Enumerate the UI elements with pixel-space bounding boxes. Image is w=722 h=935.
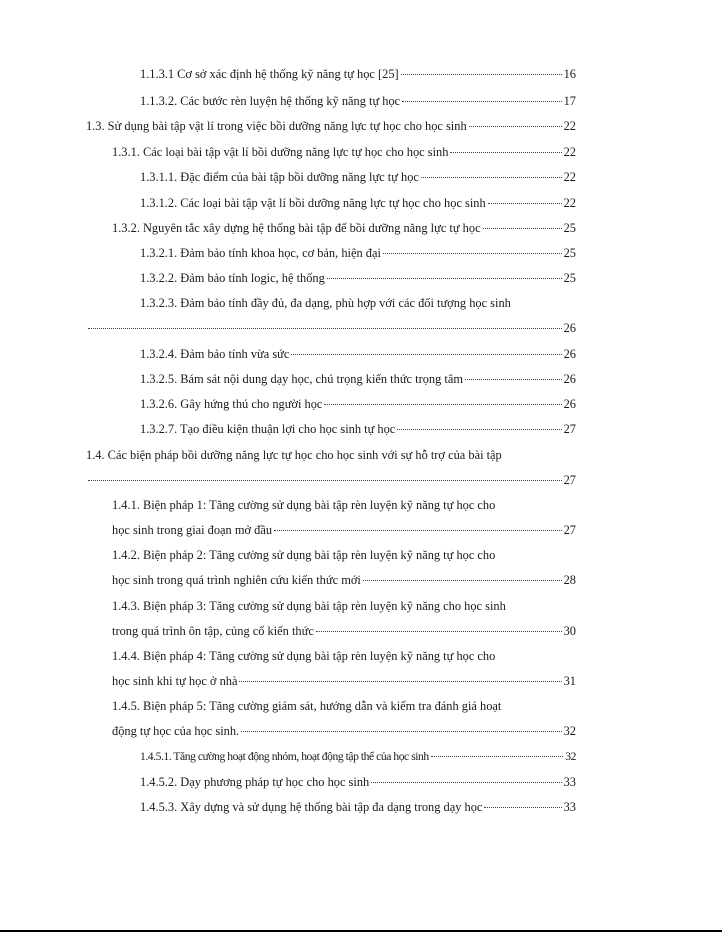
- toc-page-number: 25: [563, 221, 576, 235]
- toc-entry-1-4-5-2: [140, 774, 576, 790]
- toc-entry-text: động tự học của học sinh.: [112, 724, 240, 738]
- toc-entry-1-3-2-7: [140, 421, 576, 437]
- toc-page-number: 31: [563, 674, 576, 688]
- toc-entry-text: 1.3. Sử dụng bài tập vật lí trong việc bồi dưỡng năng lực tự học cho học sinh: [86, 119, 467, 133]
- page-bottom-border: [0, 930, 722, 932]
- dot-leader: [483, 228, 562, 229]
- toc-page-number: 25: [563, 271, 576, 285]
- toc-entry-text: 1.3.2.5. Bám sát nội dung dạy học, chú trọng kiến thức trọng tâm: [140, 372, 463, 386]
- toc-entry-text: học sinh trong giai đoạn mở đầu: [112, 523, 273, 537]
- toc-page-number: 27: [563, 473, 576, 487]
- toc-page-number: 22: [563, 196, 576, 210]
- toc-entry-text: 1.3.1.2. Các loại bài tập vật lí bồi dưỡng năng lực tự học cho học sinh: [140, 196, 486, 210]
- dot-leader: [363, 580, 562, 581]
- toc-entry-1-4-2-text: 1.4.2. Biện pháp 2: Tăng cường sử dụng bài tập rèn luyện kỹ năng tự học cho: [112, 548, 496, 562]
- toc-entry-1-4-3-leader: [112, 623, 576, 639]
- toc-page-number: 27: [563, 523, 576, 537]
- dot-leader: [371, 782, 561, 783]
- toc-entry-text: 1.3.1. Các loại bài tập vật lí bồi dưỡng năng lực tự học cho học sinh: [112, 145, 449, 159]
- toc-entry-1-4-leader: [86, 472, 576, 488]
- toc-entry-1-3-2: [112, 220, 576, 236]
- toc-page-number: 22: [563, 119, 576, 133]
- toc-page-number: 26: [563, 372, 576, 386]
- dot-leader: [274, 530, 562, 531]
- toc-entry-1-4-4-leader: [112, 673, 576, 689]
- toc-page-number: 17: [563, 94, 576, 108]
- toc-page-number: 22: [563, 170, 576, 184]
- toc-page-number: 28: [563, 573, 576, 587]
- toc-entry-1-4-5-3: [140, 799, 576, 815]
- toc-entry-1-4-text: 1.4. Các biện pháp bồi dưỡng năng lực tự học cho học sinh với sự hỗ trợ của bài tập: [86, 448, 502, 462]
- toc-page-number: 32: [565, 750, 576, 763]
- toc-entry-1-3-2-3-leader: [86, 320, 576, 336]
- toc-page-number: 22: [563, 145, 576, 159]
- toc-page-number: 25: [563, 246, 576, 260]
- toc-entry-text: 1.3.2.7. Tạo điều kiện thuận lợi cho học sinh tự học: [140, 422, 396, 436]
- toc-entry-text: 1.1.3.2. Các bước rèn luyện hệ thống kỹ năng tự học: [140, 94, 401, 108]
- toc-page-number: 26: [563, 397, 576, 411]
- toc-entry-text: trong quá trình ôn tập, củng cố kiến thức: [112, 624, 314, 638]
- toc-entry-1-4-4-text: 1.4.4. Biện pháp 4: Tăng cường sử dụng bài tập rèn luyện kỹ năng tự học cho: [112, 649, 496, 663]
- toc-entry-1-4-1-text: 1.4.1. Biện pháp 1: Tăng cường sử dụng bài tập rèn luyện kỹ năng tự học cho: [112, 498, 496, 512]
- toc-entry-1-3-1-1: [140, 169, 576, 185]
- toc-page-number: 32: [563, 724, 576, 738]
- dot-leader: [465, 379, 562, 380]
- toc-entry-1-1-3-2: [140, 93, 576, 109]
- dot-leader: [241, 731, 561, 732]
- toc-page-number: 33: [563, 800, 576, 814]
- toc-page-number: 26: [563, 321, 576, 335]
- toc-entry-1-4-2-leader: [112, 572, 576, 588]
- toc-page-number: 33: [563, 775, 576, 789]
- dot-leader: [324, 404, 561, 405]
- dot-leader: [88, 328, 562, 329]
- dot-leader: [88, 480, 562, 481]
- dot-leader: [450, 152, 561, 153]
- toc-entry-1-3-2-3-text: 1.3.2.3. Đảm bảo tính đầy đủ, đa dạng, phù hợp với các đối tượng học sinh: [140, 296, 511, 310]
- dot-leader: [291, 354, 561, 355]
- toc-page-number: 30: [563, 624, 576, 638]
- dot-leader: [488, 203, 562, 204]
- toc-entry-text: 1.3.2.6. Gây hứng thú cho người học: [140, 397, 323, 411]
- dot-leader: [316, 631, 562, 632]
- toc-entry-1-4-5-leader: [112, 723, 576, 739]
- toc-entry-text: 1.3.2.2. Đảm bảo tính logic, hệ thống: [140, 271, 325, 285]
- toc-page-number: 26: [563, 347, 576, 361]
- toc-entry-1-3-1-2: [140, 195, 576, 211]
- toc-entry-1-3-1: [112, 144, 576, 160]
- toc-entry-text: học sinh trong quá trình nghiên cứu kiến thức mới: [112, 573, 361, 587]
- dot-leader: [327, 278, 562, 279]
- dot-leader: [469, 126, 562, 127]
- toc-entry-1-3-2-5: [140, 371, 576, 387]
- dot-leader: [383, 253, 562, 254]
- dot-leader: [402, 101, 561, 102]
- toc-entry-text: 1.4.5.1. Tăng cường hoạt động nhóm, hoạt động tập thể của học sinh: [140, 750, 429, 763]
- toc-entry-text: 1.3.1.1. Đặc điểm của bài tập bồi dưỡng năng lực tự học: [140, 170, 419, 184]
- toc-entry-1-4-5-text: 1.4.5. Biện pháp 5: Tăng cường giám sát, hướng dẫn và kiểm tra đánh giá hoạt: [112, 699, 502, 713]
- toc-entry-text: 1.4.5.2. Dạy phương pháp tự học cho học sinh: [140, 775, 370, 789]
- toc-entry-1-3-2-2: [140, 270, 576, 286]
- dot-leader: [397, 429, 561, 430]
- toc-entry-1-4-1-leader: [112, 522, 576, 538]
- toc-entry-text: 1.3.2. Nguyên tắc xây dựng hệ thống bài tập để bồi dưỡng năng lực tự học: [112, 221, 481, 235]
- toc-entry-1-3-2-4: [140, 346, 576, 362]
- toc-entry-1-4-3-text: 1.4.3. Biện pháp 3: Tăng cường sử dụng bài tập rèn luyện kỹ năng cho học sinh: [112, 599, 506, 613]
- toc-entry-1-4-5-1: [140, 749, 576, 765]
- toc-entry-1-1-3-1: [140, 66, 576, 82]
- dot-leader: [431, 756, 564, 757]
- toc-page-number: 27: [563, 422, 576, 436]
- toc-entry-1-3-2-1: [140, 245, 576, 261]
- dot-leader: [421, 177, 562, 178]
- dot-leader: [401, 74, 562, 75]
- toc-entry-1-3: [86, 118, 576, 134]
- toc-page-number: 16: [563, 67, 576, 81]
- dot-leader: [239, 681, 561, 682]
- toc-entry-text: 1.1.3.1 Cơ sở xác định hệ thống kỹ năng tự học [25]: [140, 67, 399, 81]
- toc-entry-text: 1.3.2.4. Đảm bảo tính vừa sức: [140, 347, 290, 361]
- toc-entry-text: 1.4.5.3. Xây dựng và sử dụng hệ thống bài tập đa dạng trong dạy học: [140, 800, 483, 814]
- toc-entry-1-3-2-6: [140, 396, 576, 412]
- toc-entry-text: học sinh khi tự học ở nhà: [112, 674, 238, 688]
- toc-entry-text: 1.3.2.1. Đảm bảo tính khoa học, cơ bản, hiện đại: [140, 246, 381, 260]
- dot-leader: [484, 807, 561, 808]
